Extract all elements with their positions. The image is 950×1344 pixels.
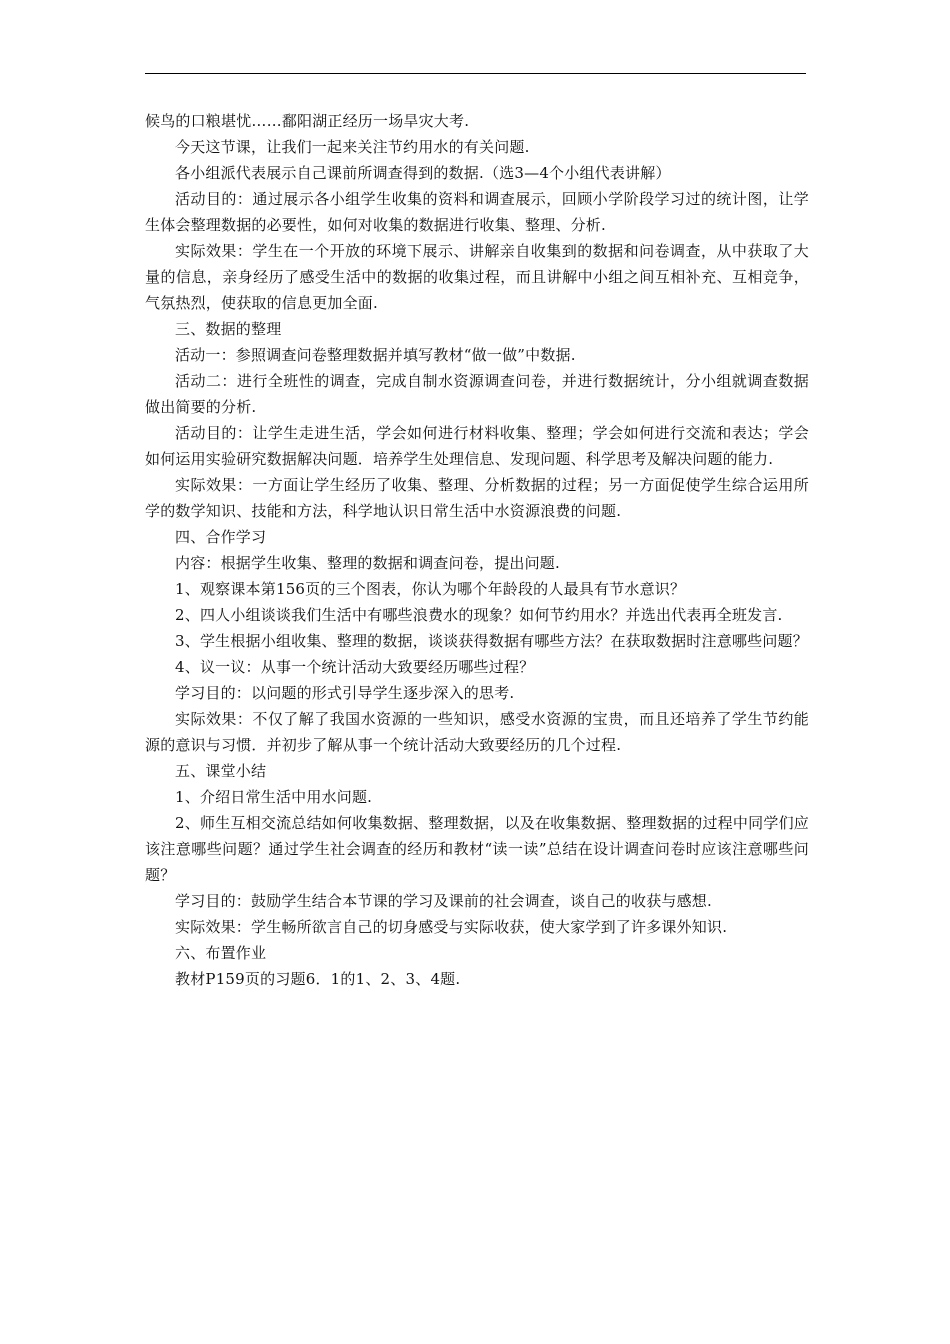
paragraph-continuation: 候鸟的口粮堪忧……鄱阳湖正经历一场旱灾大考. (145, 112, 470, 130)
document-body (145, 108, 809, 992)
paragraph-homework: 教材P159页的习题6．1的1、2、3、4题. (175, 970, 461, 988)
paragraph-intro: 今天这节课，让我们一起来关注节约用水的有关问题. (175, 138, 530, 156)
section-heading-3: 三、数据的整理 (175, 320, 282, 338)
paragraph-actual-effect-3: 实际效果：不仅了解了我国水资源的一些知识，感受水资源的宝贵，而且还培养了学生节约能源的意识与习惯．并初步了解从事一个统计活动大致要经历的几个过程. (145, 710, 809, 754)
section-heading-4: 四、合作学习 (175, 528, 267, 546)
list-item-2: 2、四人小组谈谈我们生活中有哪些浪费水的现象？如何节约用水？并选出代表再全班发言. (175, 606, 783, 624)
list-item-4: 4、议一议：从事一个统计活动大致要经历哪些过程？ (175, 658, 535, 676)
paragraph-activity-1: 活动一：参照调查问卷整理数据并填写教材“做一做”中数据. (175, 346, 576, 364)
paragraph-actual-effect-1: 实际效果：学生在一个开放的环境下展示、讲解亲自收集到的数据和问卷调查，从中获取了大量的信息，亲身经历了感受生活中的数据的收集过程，而且讲解中小组之间互相补充、互相竞争，气氛热烈，使获取的信息更加全面. (145, 242, 809, 312)
summary-item-2: 2、师生互相交流总结如何收集数据、整理数据，以及在收集数据、整理数据的过程中同学们应该注意哪些问题？通过学生社会调查的经历和教材“读一读”总结在设计调查问卷时应该注意哪些问题？ (145, 814, 809, 884)
paragraph-actual-effect-2: 实际效果：一方面让学生经历了收集、整理、分析数据的过程；另一方面促使学生综合运用所学的数学知识、技能和方法，科学地认识日常生活中水资源浪费的问题. (145, 476, 809, 520)
paragraph-content: 内容：根据学生收集、整理的数据和调查问卷，提出问题. (175, 554, 560, 572)
paragraph-activity-purpose-1: 活动目的：通过展示各小组学生收集的资料和调查展示，回顾小学阶段学习过的统计图，让学生体会整理数据的必要性，如何对收集的数据进行收集、整理、分析. (145, 190, 809, 234)
section-heading-5: 五、课堂小结 (175, 762, 267, 780)
paragraph-group-display: 各小组派代表展示自己课前所调查得到的数据.（选3—4个小组代表讲解） (175, 164, 671, 182)
paragraph-learning-purpose-1: 学习目的：以问题的形式引导学生逐步深入的思考. (175, 684, 515, 702)
paragraph-actual-effect-4: 实际效果：学生畅所欲言自己的切身感受与实际收获，使大家学到了许多课外知识. (175, 918, 728, 936)
summary-item-1: 1、介绍日常生活中用水问题. (175, 788, 373, 806)
list-item-1: 1、观察课本第156页的三个图表，你认为哪个年龄段的人最具有节水意识？ (175, 580, 686, 598)
section-heading-6: 六、布置作业 (175, 944, 267, 962)
paragraph-activity-2: 活动二：进行全班性的调查，完成自制水资源调查问卷，并进行数据统计，分小组就调查数据做出简要的分析. (145, 372, 809, 416)
paragraph-learning-purpose-2: 学习目的：鼓励学生结合本节课的学习及课前的社会调查，谈自己的收获与感想. (175, 892, 712, 910)
list-item-3: 3、学生根据小组收集、整理的数据，谈谈获得数据有哪些方法？在获取数据时注意哪些问题？ (175, 632, 808, 650)
header-rule (145, 73, 806, 74)
paragraph-activity-purpose-2: 活动目的：让学生走进生活，学会如何进行材料收集、整理；学会如何进行交流和表达；学会如何运用实验研究数据解决问题．培养学生处理信息、发现问题、科学思考及解决问题的能力. (145, 424, 809, 468)
